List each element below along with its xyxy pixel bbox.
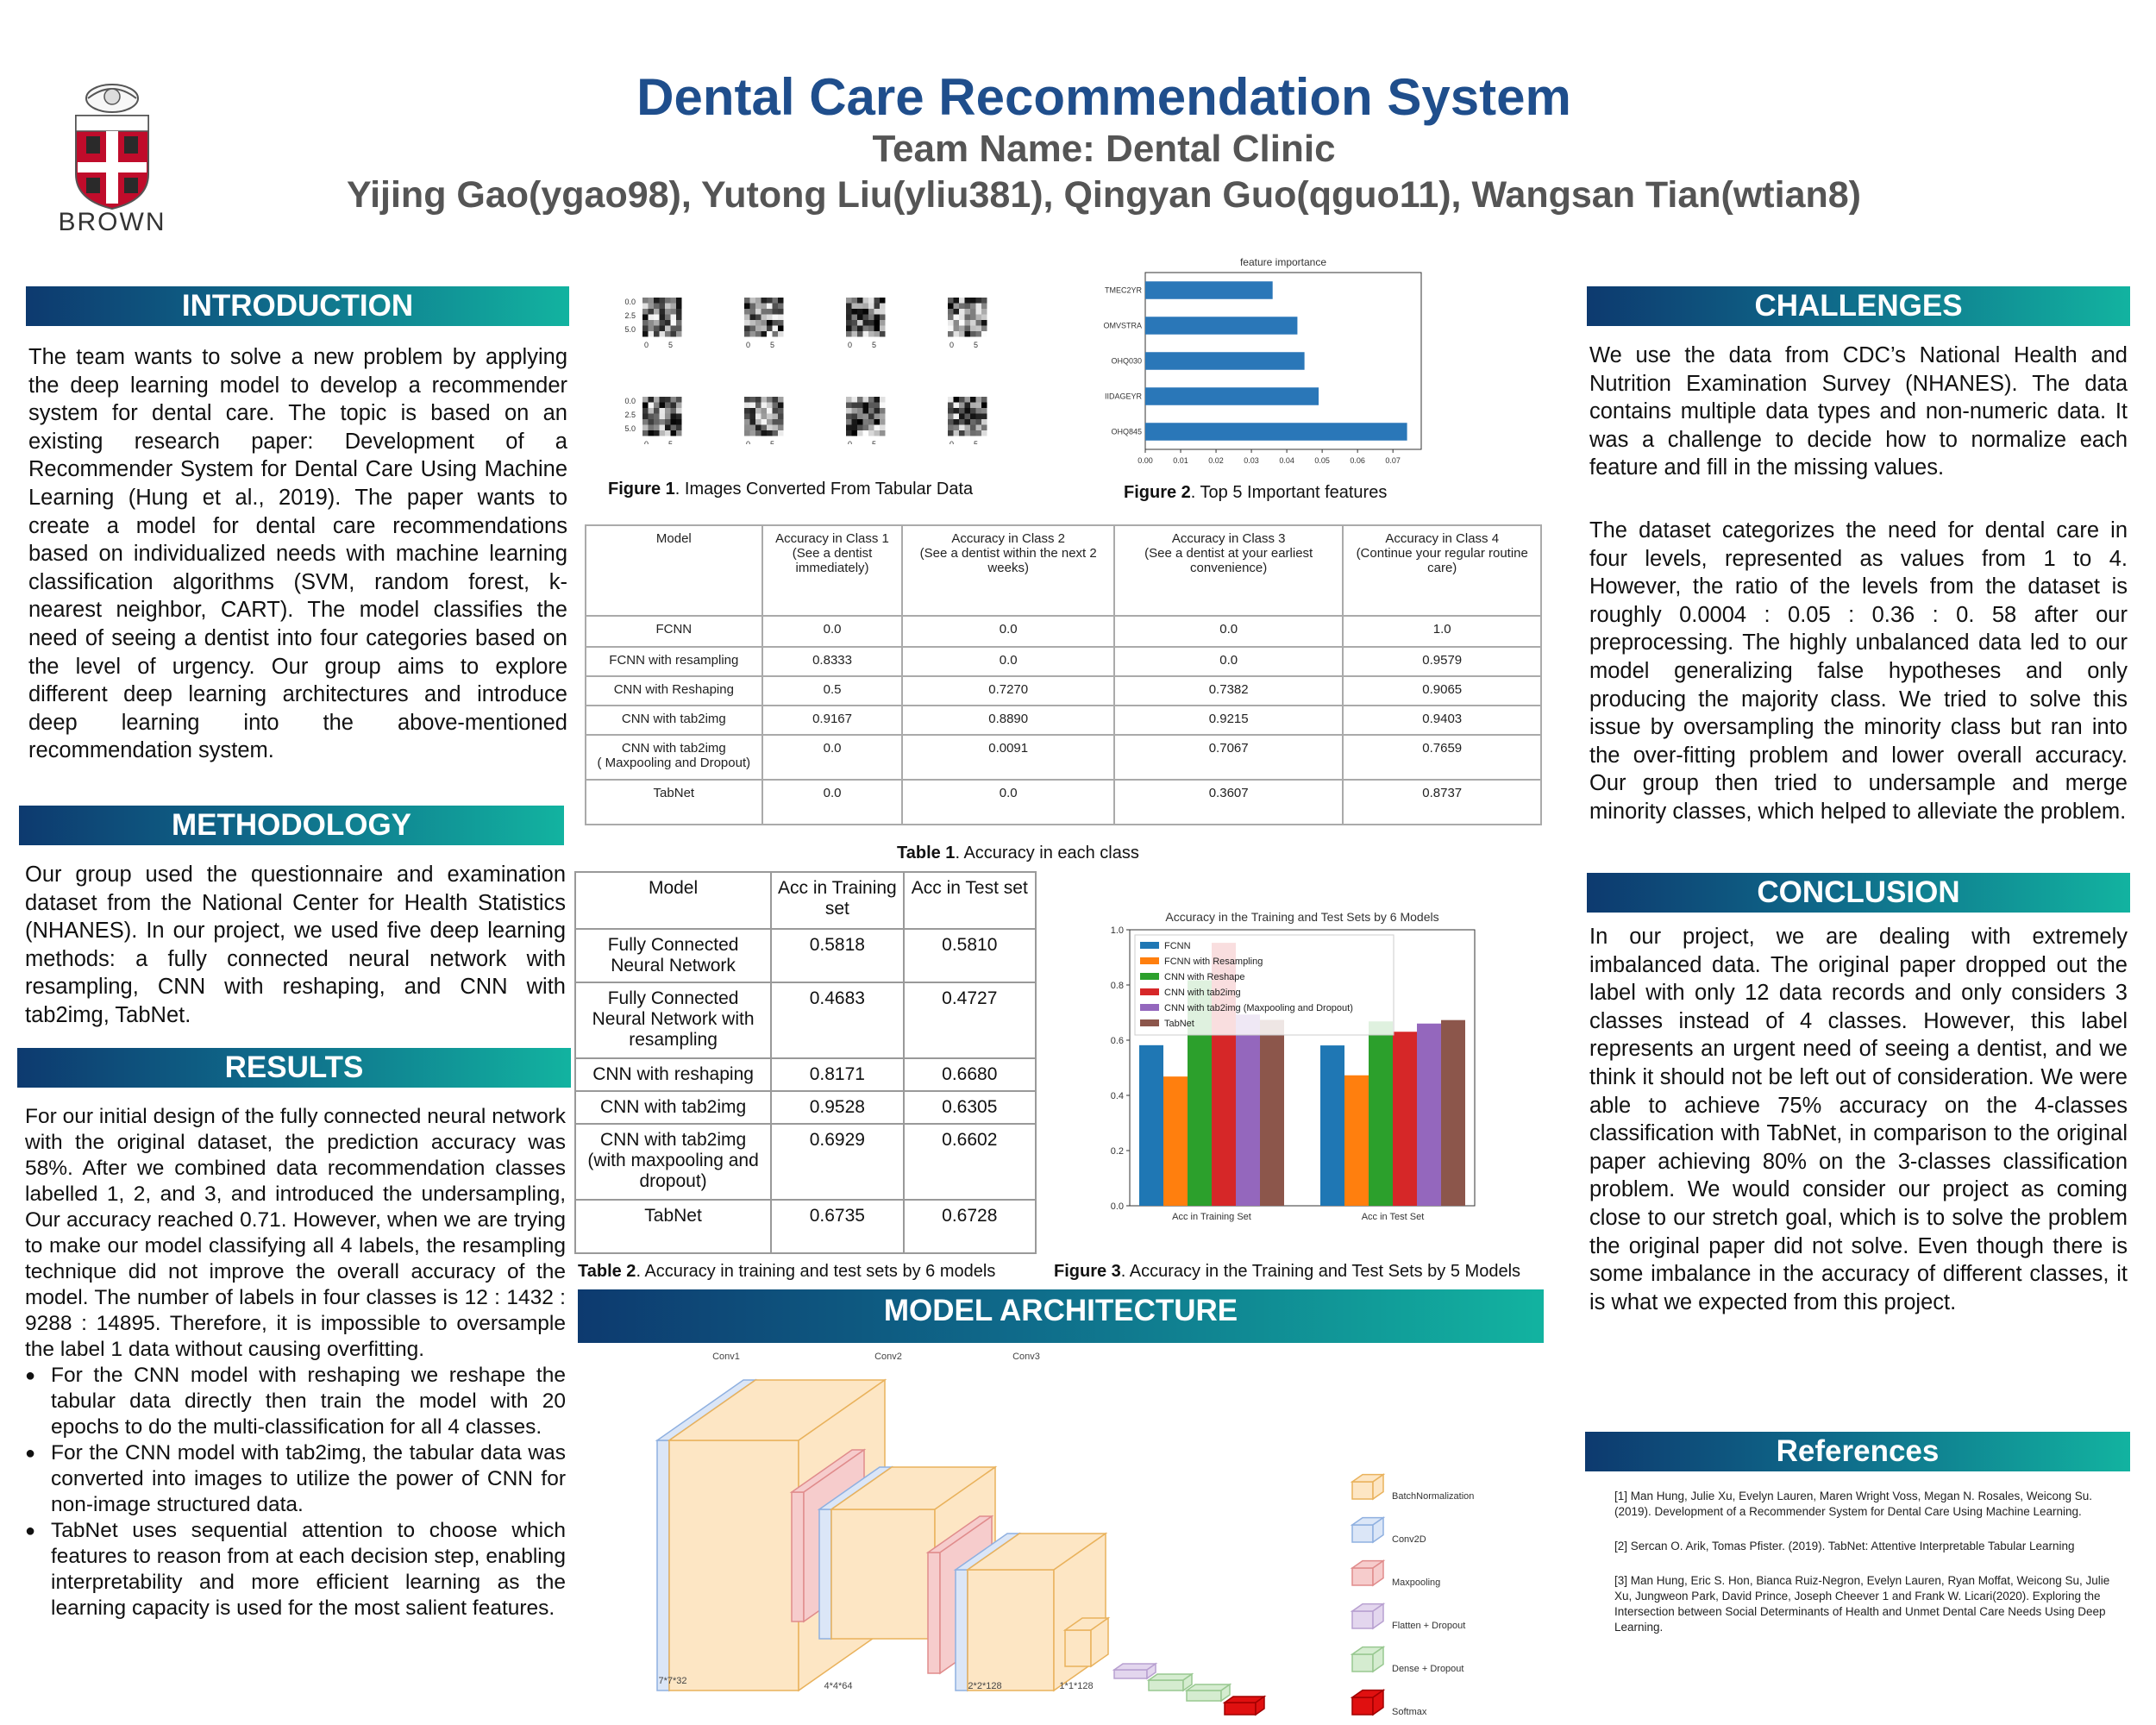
table1-cell: 0.0: [902, 616, 1113, 647]
figure1-images: [608, 289, 1074, 444]
table1-row: [586, 735, 1541, 780]
table2-caption-label: Table 2: [578, 1262, 636, 1281]
table1-cell: 0.0091: [902, 735, 1113, 780]
methodology-heading: METHODOLOGY: [19, 806, 564, 845]
converted-image: [846, 298, 886, 337]
methodology-text: Our group used the questionnaire and examination dataset from the National Center for Health Statistics (NHANES). In our project, we used five deep learning methods: a fully connected neural network with resampling, CNN with reshaping, and CNN with tab2img, TabNet.: [25, 862, 566, 1027]
reference-item: [3] Man Hung, Eric S. Hon, Bianca Ruiz-Negron, Evelyn Lauren, Ryan Moffat, Weicong Su, Julie Xu, Jungweon Park, David Prince, Joseph Cheever 1 and Frank W. Licari(2020). Exploring the Intersection between Social Determinants of Health and Unmet Dental Care Needs Using Deep Learning.: [1614, 1574, 2110, 1634]
table2-cell: 0.6305: [904, 1091, 1036, 1124]
table2-cell: 0.6602: [904, 1124, 1036, 1200]
converted-image: [948, 397, 987, 436]
table1-caption-text: . Accuracy in each class: [955, 844, 1139, 862]
table1-row: [586, 616, 1541, 647]
table1-cell: CNN with tab2img ( Maxpooling and Dropout): [586, 735, 762, 780]
fig1-xtick: 5: [974, 440, 979, 444]
table2-cell: CNN with reshaping: [575, 1058, 771, 1091]
fig3-legend-swatch: [1140, 942, 1159, 949]
legend-swatch-batchnorm: [1352, 1475, 1383, 1499]
figure3-chart: [1078, 906, 1492, 1225]
table1-caption-label: Table 1: [897, 844, 956, 862]
fig3-ytick-label: 0.2: [1110, 1146, 1124, 1157]
table1-cell: 0.7382: [1114, 676, 1344, 706]
fig1-ytick: 0.0: [624, 397, 636, 405]
fig3-ytick-label: 1.0: [1110, 925, 1124, 936]
fig3-category-label: Acc in Test Set: [1361, 1212, 1425, 1222]
fig2-xtick-label: 0.02: [1208, 456, 1224, 465]
fig3-legend-swatch: [1140, 957, 1159, 964]
fig3-legend-label: CNN with tab2img: [1164, 988, 1241, 998]
fig3-bar: [1369, 1021, 1393, 1206]
architecture-legend-label: BatchNormalization: [1392, 1491, 1475, 1502]
fig1-ytick: 0.0: [624, 298, 636, 306]
table2-cell: Fully Connected Neural Network with resampling: [575, 982, 771, 1058]
figure2-caption: [1124, 483, 1387, 503]
introduction-text: The team wants to solve a new problem by applying the deep learning model to develop a recommender system for dental care. The topic is based on an existing research paper: Development of a Recommender System for Dental Care Using Machine Learning (Hung et al., 2019). The paper wants to create a model for dental care recommendations based on individualized needs with machine learning classification algorithms (SVM, random forest, k-nearest neighbor, CART). The model classifies the need of seeing a dentist into four categories based on the level of urgency. Our group aims to explore different deep learning architectures and introduce deep learning into the above-mentioned recommendation system.: [28, 345, 567, 763]
fig3-bar: [1344, 1076, 1369, 1206]
table1-cell: TabNet: [586, 780, 762, 825]
cnn-architecture-svg: [578, 1346, 1552, 1716]
table1-header-row: [586, 525, 1541, 616]
table1-cell: 0.7270: [902, 676, 1113, 706]
fig2-xtick-label: 0.03: [1244, 456, 1259, 465]
table1-row: [586, 676, 1541, 706]
table2-header-cell: Acc in Training set: [771, 872, 903, 929]
challenges-heading: CHALLENGES: [1587, 286, 2130, 326]
fig1-xtick: 0: [848, 440, 853, 444]
table1-cell: FCNN with resampling: [586, 647, 762, 676]
table1-header-cell: Accuracy in Class 4 (Continue your regular routine care): [1343, 525, 1541, 616]
fig1-xtick: 0: [644, 341, 649, 349]
fig1-xtick: 0: [848, 341, 853, 349]
converted-image: [642, 397, 682, 436]
reference-item: [1] Man Hung, Julie Xu, Evelyn Lauren, Maren Wright Voss, Megan N. Rosales, Weicong Su. (2019). Development of a Recommender System for Dental Care Using Machine Learning.: [1614, 1490, 2093, 1518]
architecture-legend-label: Flatten + Dropout: [1392, 1621, 1466, 1631]
table2-cell: 0.5818: [771, 929, 903, 982]
table1-cell: 0.9579: [1343, 647, 1541, 676]
table1-row: [586, 647, 1541, 676]
fig3-bar: [1441, 1020, 1465, 1206]
fig1-ytick: 5.0: [624, 325, 636, 334]
fig3-bar: [1393, 1032, 1417, 1206]
table1-cell: 1.0: [1343, 616, 1541, 647]
table1-row: [586, 780, 1541, 825]
conclusion-text: In our project, we are dealing with extremely imbalanced data. The original paper dropped out the label with only 12 data records and only considers 3 classes instead of 4 classes. However, this label represents an urgent need of seeing a dentist, and we think it should not be left out of consideration. We were able to achieve 75% accuracy on the 4-classes classification with TabNet, in comparison to the original paper achieving 80% on the 3-classes classification problem. We would consider our project as coming close to our stretch goal, which is to solve the problem the original paper did not solve. Even though there is some imbalance in the accuracy of different classes, it is what we expected from this project.: [1589, 925, 2128, 1314]
legend-swatch-dense: [1352, 1647, 1383, 1672]
table2-header-cell: Acc in Test set: [904, 872, 1036, 929]
table2-cell: CNN with tab2img (with maxpooling and dropout): [575, 1124, 771, 1200]
challenges-text: [1589, 342, 2128, 826]
fig3-bar: [1236, 1014, 1260, 1206]
table2-cell: 0.6728: [904, 1200, 1036, 1253]
results-heading: RESULTS: [17, 1048, 571, 1088]
table2-header-cell: Model: [575, 872, 771, 929]
table2-cell: 0.4727: [904, 982, 1036, 1058]
fig2-category-label: IIDAGEYR: [1104, 392, 1142, 401]
table2-cell: TabNet: [575, 1200, 771, 1253]
architecture-legend-label: Conv2D: [1392, 1534, 1426, 1545]
table1-cell: 0.9167: [762, 706, 903, 735]
fig1-xtick: 5: [668, 341, 674, 349]
table2-header-row: [575, 872, 1036, 929]
fig2-bar: [1145, 352, 1305, 370]
table2-cell: 0.6929: [771, 1124, 903, 1200]
figure1-caption: [608, 480, 973, 499]
table1-cell: CNN with Reshaping: [586, 676, 762, 706]
table1-cell: 0.8333: [762, 647, 903, 676]
table1-cell: 0.7659: [1343, 735, 1541, 780]
fig3-bar: [1320, 1045, 1344, 1206]
feature-importance-chart: [1088, 250, 1433, 474]
conv-label: Conv3: [1012, 1352, 1040, 1362]
table1-row: [586, 706, 1541, 735]
table1-cell: 0.0: [1114, 647, 1344, 676]
figure3-caption: [1054, 1262, 1520, 1282]
fig1-xtick: 5: [668, 440, 674, 444]
table1-cell: 0.0: [902, 647, 1113, 676]
table1-cell: 0.0: [1114, 616, 1344, 647]
table2-caption: [578, 1262, 995, 1282]
fig3-legend-label: CNN with tab2img (Maxpooling and Dropout): [1164, 1003, 1353, 1013]
references-heading: References: [1585, 1432, 2130, 1471]
fig2-bar: [1145, 317, 1297, 335]
table1-header-cell: Accuracy in Class 3 (See a dentist at your earliest convenience): [1114, 525, 1344, 616]
fig1-xtick: 5: [872, 341, 877, 349]
table2-cell: 0.5810: [904, 929, 1036, 982]
converted-image: [846, 397, 886, 436]
conv-label: Conv2: [874, 1352, 902, 1362]
fig1-xtick: 0: [950, 440, 955, 444]
table2-row: [575, 1200, 1036, 1253]
table1-cell: 0.9065: [1343, 676, 1541, 706]
table1-cell: 0.0: [902, 780, 1113, 825]
table2-cell: 0.6680: [904, 1058, 1036, 1091]
fig2-category-label: OHQ845: [1111, 427, 1142, 436]
figure1-caption-label: Figure 1: [608, 480, 675, 499]
flatten-dropout-layer: [1114, 1664, 1156, 1678]
fig3-bar: [1417, 1024, 1441, 1206]
table1-cell: 0.5: [762, 676, 903, 706]
size-label: 2*2*128: [968, 1681, 1002, 1691]
table2-cell: 0.8171: [771, 1058, 903, 1091]
fig1-xtick: 5: [770, 341, 775, 349]
table1-cell: 0.3607: [1114, 780, 1344, 825]
table1-cell: CNN with tab2img: [586, 706, 762, 735]
fig3-category-label: Acc in Training Set: [1172, 1212, 1251, 1222]
references-list: [1614, 1489, 2123, 1635]
table2: [574, 871, 1037, 1254]
size-label: 7*7*32: [658, 1676, 687, 1686]
fig3-ytick-label: 0.0: [1110, 1201, 1124, 1212]
fig2-category-label: TMEC2YR: [1104, 285, 1142, 295]
table2-row: [575, 929, 1036, 982]
fig1-xtick: 5: [770, 440, 775, 444]
fig2-category-label: OHQ030: [1111, 356, 1142, 366]
fig3-legend-swatch: [1140, 1019, 1159, 1026]
dense-dropout-layer-1: [1149, 1674, 1192, 1690]
final-batchnorm-cube: [1065, 1618, 1108, 1666]
table1-cell: 0.9403: [1343, 706, 1541, 735]
fig3-bar: [1139, 1045, 1163, 1206]
fig2-xtick-label: 0.07: [1385, 456, 1401, 465]
table2-cell: CNN with tab2img: [575, 1091, 771, 1124]
converted-image: [948, 298, 987, 337]
fig1-xtick: 0: [950, 341, 955, 349]
fig2-title: feature importance: [1239, 256, 1327, 268]
figure3-caption-text: . Accuracy in the Training and Test Sets by 5 Models: [1120, 1262, 1521, 1281]
results-bullet: ● For the CNN model with tab2img, the tabular data was converted into images to utilize the power of CNN for non-image structured data.: [25, 1440, 566, 1518]
table2-cell: Fully Connected Neural Network: [575, 929, 771, 982]
table1: [585, 524, 1542, 825]
converted-image: [744, 397, 784, 436]
fig2-xtick-label: 0.06: [1350, 456, 1365, 465]
table1-cell: 0.8737: [1343, 780, 1541, 825]
fig3-title: Accuracy in the Training and Test Sets by 6 Models: [1165, 910, 1439, 924]
tabular-image-grid: [608, 289, 1074, 444]
fig1-xtick: 5: [872, 440, 877, 444]
fig3-legend-swatch: [1140, 1004, 1159, 1011]
softmax-layer: [1225, 1697, 1264, 1715]
fig3-ytick-label: 0.4: [1110, 1091, 1124, 1101]
fig1-ytick: 5.0: [624, 424, 636, 433]
table2-row: [575, 1058, 1036, 1091]
table2-cell: 0.9528: [771, 1091, 903, 1124]
fig1-ytick: 2.5: [624, 311, 636, 320]
figure2-chart: [1088, 250, 1433, 474]
table1-caption: [897, 844, 1139, 863]
legend-swatch-maxpool: [1352, 1561, 1383, 1585]
fig1-xtick: 0: [644, 440, 649, 444]
table1-cell: FCNN: [586, 616, 762, 647]
logo-wordmark: BROWN: [58, 208, 166, 235]
model-architecture-heading: MODEL ARCHITECTURE: [578, 1289, 1544, 1343]
fig2-bar: [1145, 423, 1407, 441]
team-name: Team Name: Dental Clinic: [872, 128, 1336, 170]
table1-cell: 0.0: [762, 735, 903, 780]
figure3-caption-label: Figure 3: [1054, 1262, 1121, 1281]
table1-cell: 0.8890: [902, 706, 1113, 735]
fig3-legend-swatch: [1140, 988, 1159, 995]
fig2-xtick-label: 0.00: [1138, 456, 1153, 465]
architecture-legend-label: Softmax: [1392, 1707, 1427, 1716]
table2-caption-text: . Accuracy in training and test sets by 6 models: [636, 1262, 996, 1281]
results-text: For our initial design of the fully connected neural network with the original dataset, the prediction accuracy was 58%. After we combined data recommendation classes labelled 1, 2, and 3, and introduced the undersampling, Our accuracy reached 0.71. However, when we are trying to make our model classifying all 4 labels, the resampling technique did not improve the overall accuracy of the model. The number of labels in four classes is 12 : 1432 : 9288 : 14895. Therefore, it is impossible to oversample the label 1 data without causing overfitting.: [25, 1105, 566, 1361]
fig3-legend: [1135, 935, 1394, 1035]
table1-cell: 0.7067: [1114, 735, 1344, 780]
dense-dropout-layer-2: [1187, 1684, 1230, 1701]
introduction-heading: INTRODUCTION: [26, 286, 569, 326]
fig2-xtick-label: 0.05: [1314, 456, 1330, 465]
accuracy-grouped-bar-chart: [1078, 906, 1492, 1225]
converted-image: [744, 298, 784, 337]
poster-title: Dental Care Recommendation System: [636, 68, 1571, 126]
table2-container: [574, 871, 1037, 1254]
fig3-legend-swatch: [1140, 973, 1159, 980]
fig2-xtick-label: 0.01: [1173, 456, 1188, 465]
fig2-xtick-label: 0.04: [1279, 456, 1294, 465]
table2-row: [575, 1091, 1036, 1124]
challenges-paragraph-1: We use the data from CDC’s National Health and Nutrition Examination Survey (NHANES). The data contains multiple data types and non-numeric data. It was a challenge to decide how to normalize each feature and fill in the missing values.: [1589, 343, 2128, 480]
fig3-ytick-label: 0.6: [1110, 1036, 1124, 1046]
fig1-ytick: 2.5: [624, 411, 636, 419]
conclusion-heading: CONCLUSION: [1587, 873, 2130, 913]
table1-container: [585, 524, 1542, 825]
fig3-legend-label: FCNN: [1164, 941, 1191, 951]
converted-image: [642, 298, 682, 337]
table1-cell: 0.9215: [1114, 706, 1344, 735]
fig1-xtick: 5: [974, 341, 979, 349]
table1-header-cell: Model: [586, 525, 762, 616]
architecture-diagram: [578, 1346, 1552, 1716]
reference-item: [2] Sercan O. Arik, Tomas Pfister. (2019). TabNet: Attentive Interpretable Tabular Learning: [1614, 1540, 2075, 1552]
authors: Yijing Gao(ygao98), Yutong Liu(yliu381), Qingyan Guo(qguo11), Wangsan Tian(wtian8): [347, 174, 1861, 216]
figure2-caption-text: . Top 5 Important features: [1190, 483, 1388, 502]
table2-cell: 0.6735: [771, 1200, 903, 1253]
fig3-bar: [1260, 1019, 1284, 1206]
fig2-bar: [1145, 281, 1273, 299]
challenges-paragraph-2: The dataset categorizes the need for dental care in four levels, represented as values from 1 to 4. However, the ratio of the levels from the dataset is roughly 0.0004 : 0.05 : 0.36 : 0. 58 after our preprocessing. The highly unbalanced data led to our model generalizing false hypotheses and only producing the majority class. We tried to solve this issue by oversampling the minority class but ran into the over-fitting problem and lower overall accuracy. Our group then tried to undersample and merge minority classes, which helped to alleviate the problem.: [1589, 518, 2128, 824]
results-bullet: ● For the CNN model with reshaping we reshape the tabular data directly then train the model with 20 epochs to do the multi-classification for all 4 classes.: [25, 1363, 566, 1440]
table2-cell: 0.4683: [771, 982, 903, 1058]
architecture-legend-label: Dense + Dropout: [1392, 1664, 1464, 1674]
fig3-bar: [1163, 1076, 1188, 1206]
results-block: [25, 1104, 566, 1622]
architecture-legend-label: Maxpooling: [1392, 1578, 1441, 1588]
figure2-caption-label: Figure 2: [1124, 483, 1191, 502]
fig3-ytick-label: 0.8: [1110, 981, 1124, 991]
legend-swatch-flatten: [1352, 1604, 1383, 1628]
size-label: 1*1*128: [1059, 1681, 1094, 1691]
fig1-xtick: 0: [746, 341, 751, 349]
size-label: 4*4*64: [824, 1681, 853, 1691]
results-bullets: [25, 1363, 566, 1622]
table1-cell: 0.0: [762, 780, 903, 825]
legend-swatch-conv2d: [1352, 1518, 1383, 1542]
conv-label: Conv1: [712, 1352, 740, 1362]
table1-header-cell: Accuracy in Class 2 (See a dentist within the next 2 weeks): [902, 525, 1113, 616]
fig3-legend-label: CNN with Reshape: [1164, 972, 1245, 982]
fig1-xtick: 0: [746, 440, 751, 444]
fig2-category-label: OMVSTRA: [1103, 321, 1142, 330]
fig3-legend-label: TabNet: [1164, 1019, 1194, 1029]
results-bullet: ● TabNet uses sequential attention to choose which features to reason from at each decision step, enabling interpretability and more efficient learning as the learning capacity is used for the most salient features.: [25, 1518, 566, 1622]
fig2-bar: [1145, 387, 1319, 405]
table2-row: [575, 982, 1036, 1058]
table1-cell: 0.0: [762, 616, 903, 647]
table1-header-cell: Accuracy in Class 1 (See a dentist immediately): [762, 525, 903, 616]
table2-row: [575, 1124, 1036, 1200]
figure1-caption-text: . Images Converted From Tabular Data: [674, 480, 974, 499]
legend-swatch-softmax: [1352, 1690, 1383, 1715]
fig3-legend-label: FCNN with Resampling: [1164, 957, 1263, 967]
